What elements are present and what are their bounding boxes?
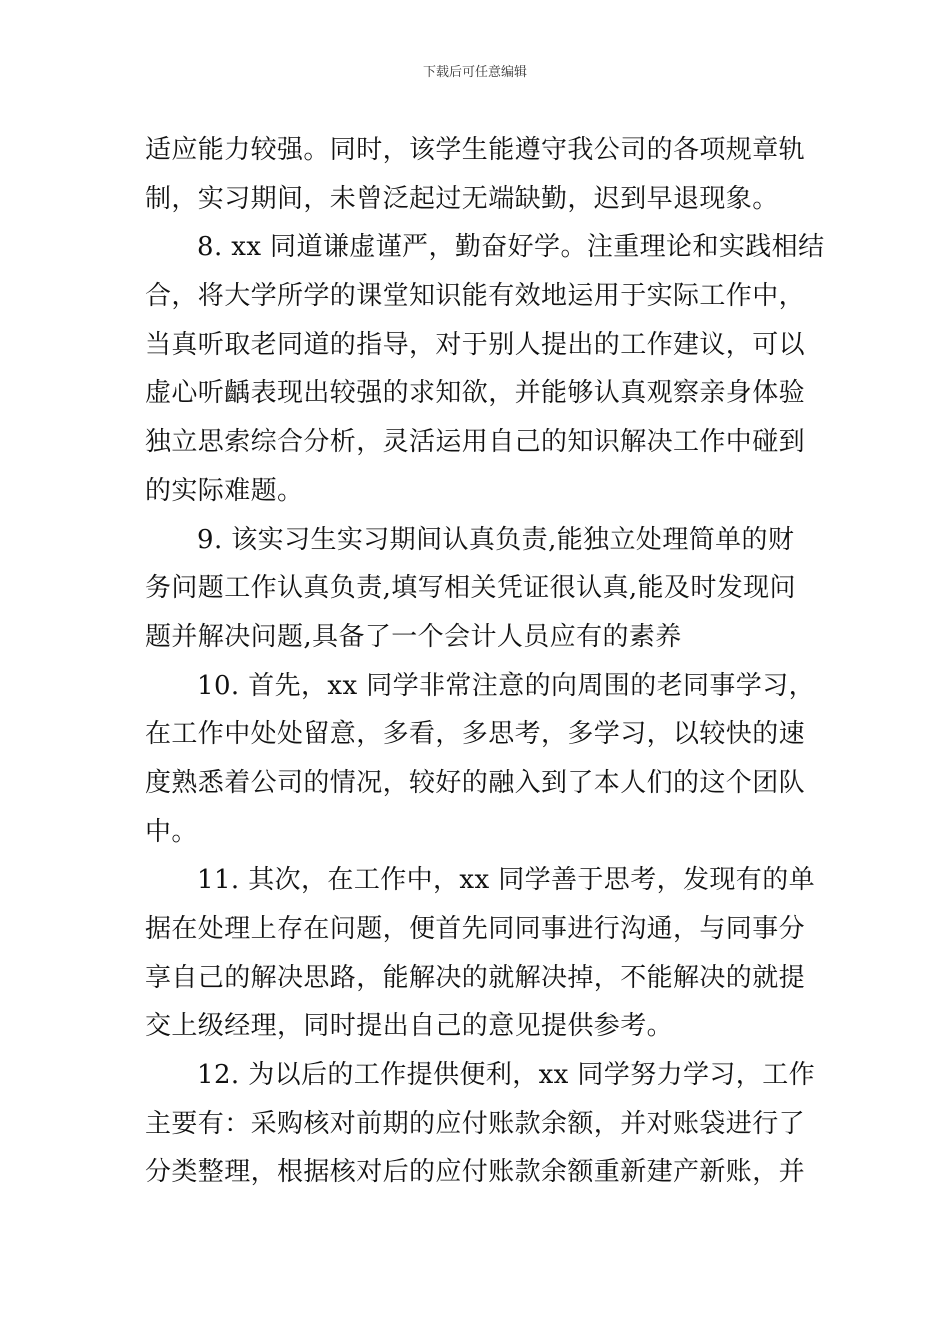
- text-line: 主要有：采购核对前期的应付账款余额，并对账袋进行了: [145, 1108, 806, 1139]
- list-item-11: 11. 其次，在工作中，xx 同学善于思考，发现有的单: [197, 865, 816, 896]
- text-line: 题并解决问题,具备了一个会计人员应有的素养: [145, 621, 682, 652]
- list-item-9: 9. 该实习生实习期间认真负责,能独立处理简单的财: [197, 524, 795, 555]
- list-item-8: 8. xx 同道谦虚谨严，勤奋好学。注重理论和实践相结: [197, 232, 825, 263]
- text-line: 虚心听齲表现出较强的求知欲，并能够认真观察亲身体验: [145, 378, 806, 409]
- text-line: 度熟悉着公司的情况，较好的融入到了本人们的这个团队: [145, 767, 806, 798]
- text-line: 合，将大学所学的课堂知识能有效地运用于实际工作中，: [145, 281, 806, 312]
- text-line: 在工作中处处留意，多看，多思考，多学习，以较快的速: [145, 719, 806, 750]
- text-line: 中。: [145, 816, 198, 847]
- text-line: 当真听取老同道的指导，对于别人提出的工作建议，可以: [145, 329, 806, 360]
- text-line: 分类整理，根据核对后的应付账款余额重新建产新账，并: [145, 1157, 806, 1188]
- text-line: 制，实习期间，未曾泛起过无端缺勤，迟到早退现象。: [145, 183, 779, 214]
- list-item-10: 10. 首先，xx 同学非常注意的向周围的老同事学习，: [197, 670, 816, 701]
- text-line: 独立思索综合分析，灵活运用自己的知识解决工作中碰到: [145, 427, 806, 458]
- text-line: 的实际难题。: [145, 475, 304, 506]
- list-item-12: 12. 为以后的工作提供便利，xx 同学努力学习，工作: [197, 1060, 816, 1091]
- text-line: 据在处理上存在问题，便首先同同事进行沟通，与同事分: [145, 914, 806, 944]
- text-line: 务问题工作认真负责,填写相关凭证很认真,能及时发现问: [145, 573, 796, 604]
- text-line: 享自己的解决思路，能解决的就解决掉，不能解决的就提: [145, 962, 806, 993]
- text-line: 适应能力较强。同时，该学生能遵守我公司的各项规章轨: [145, 135, 806, 165]
- text-line: 交上级经理，同时提出自己的意见提供参考。: [145, 1011, 674, 1042]
- page-header: 下载后可任意编辑: [422, 65, 527, 80]
- body-text: [145, 126, 825, 1197]
